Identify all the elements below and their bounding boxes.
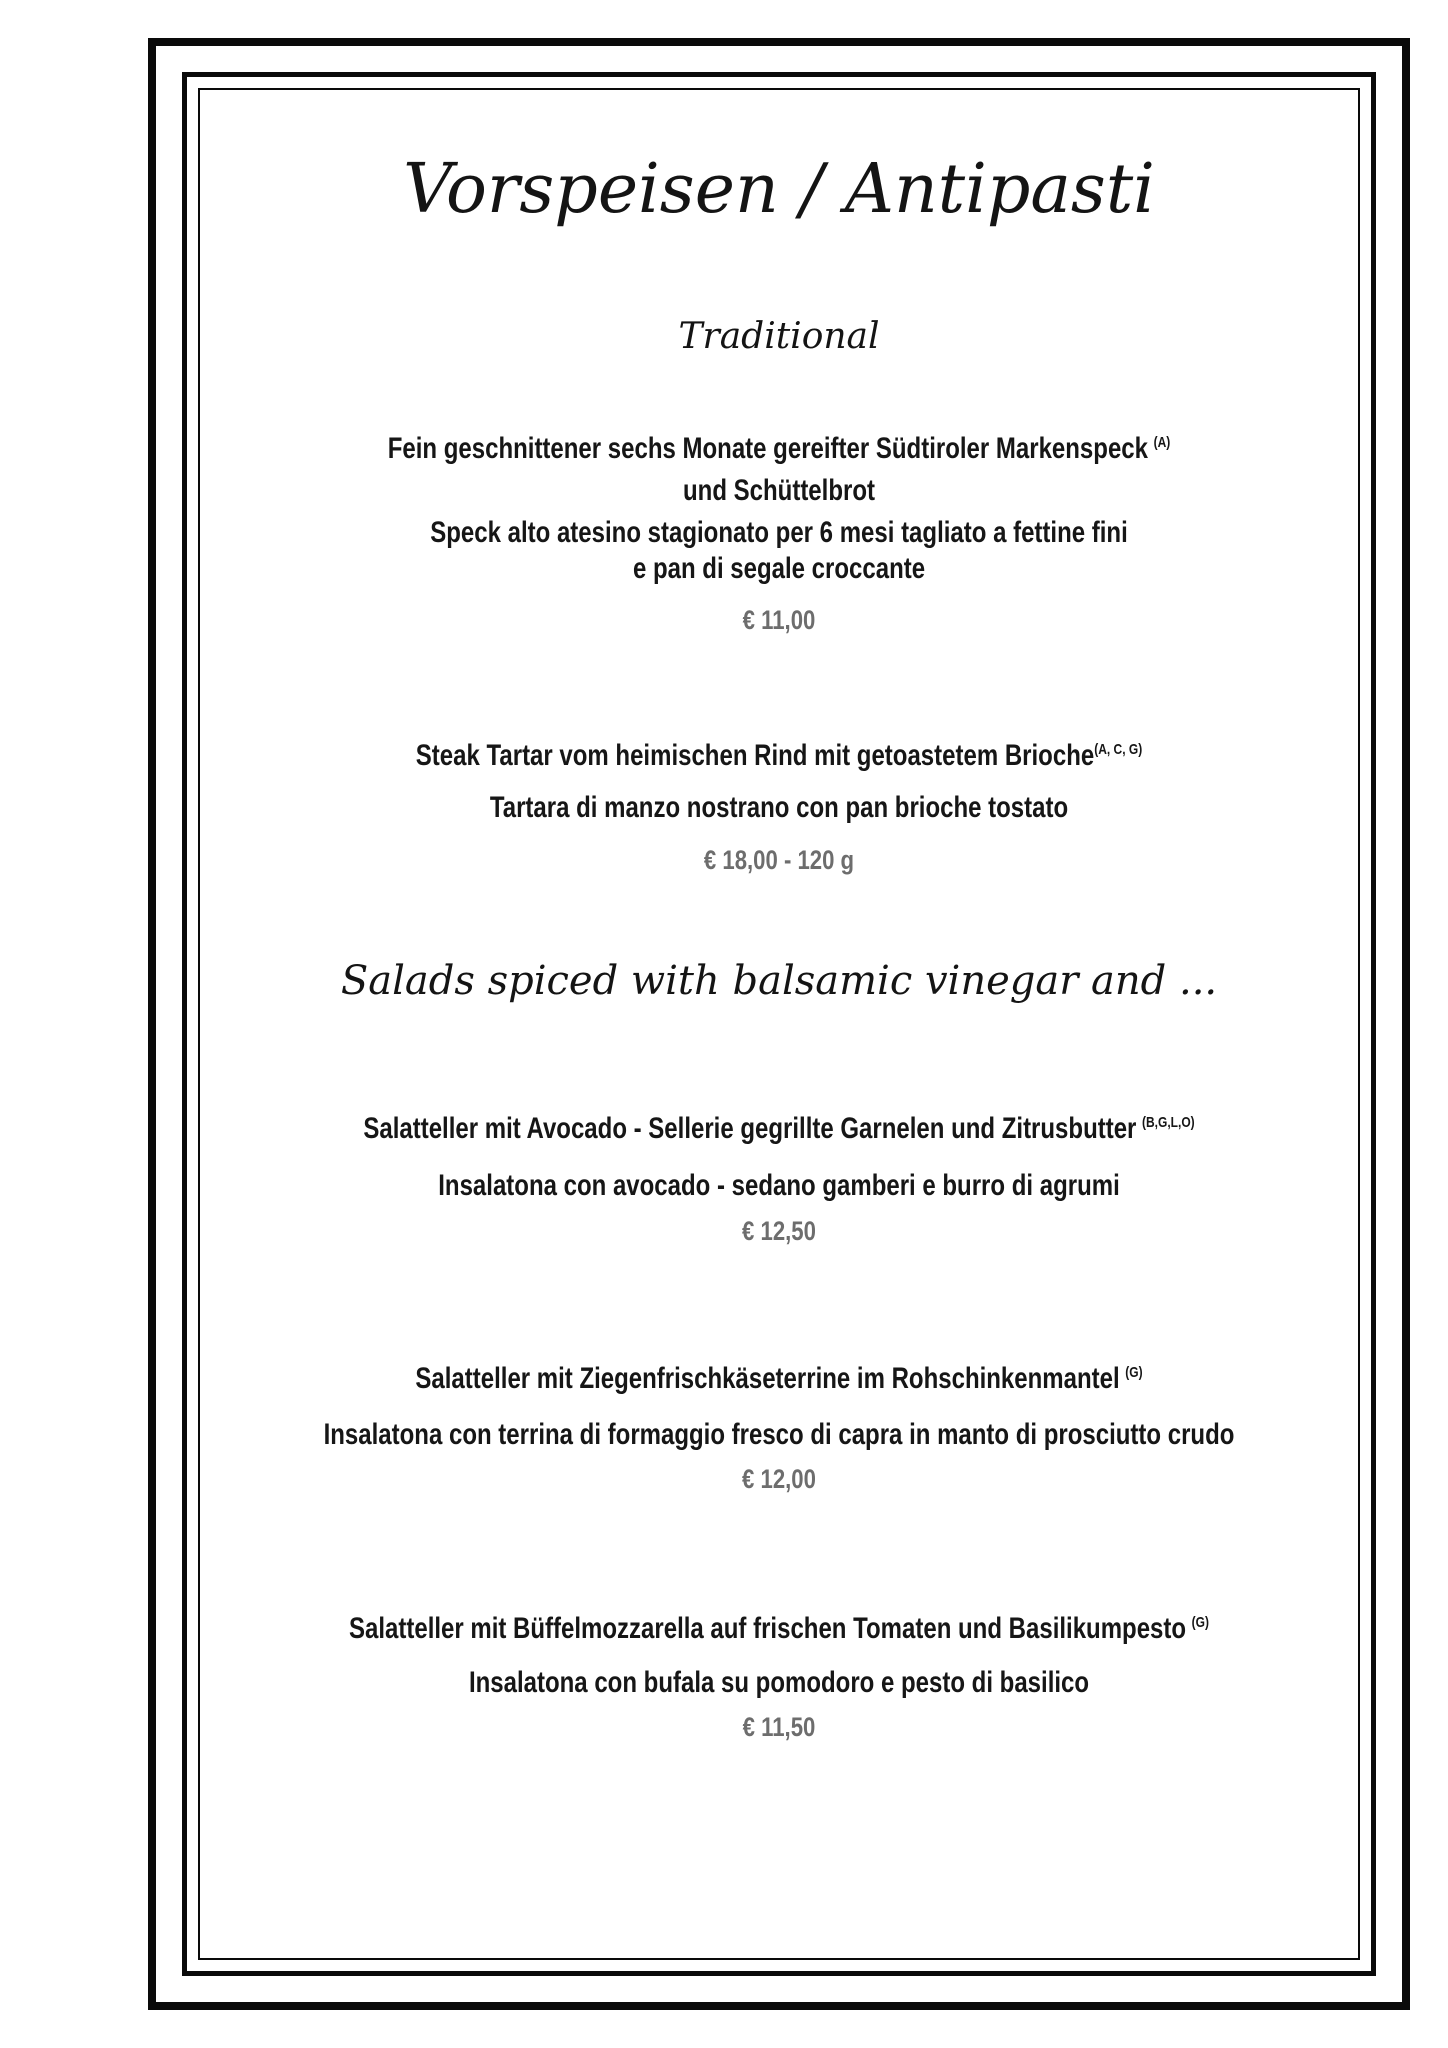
- dish-translation-line: e pan di segale croccante: [632, 552, 926, 585]
- dish-translation-line: Insalatona con bufala su pomodoro e pesto di basilico: [468, 1666, 1090, 1699]
- section-heading-traditional: Traditional: [678, 316, 880, 357]
- dish-name-line: [316, 737, 1242, 779]
- allergen-superscript: (G): [1125, 1364, 1143, 1381]
- dish-price: € 18,00 - 120 g: [703, 845, 855, 875]
- dish-price: € 11,00: [742, 605, 816, 635]
- allergen-superscript: (A, C, G): [1094, 741, 1143, 758]
- dish-item-goat-cheese-salad: [200, 1360, 1358, 1494]
- dish-name-text: Salatteller mit Ziegenfrischkäseterrine im Rohschinkenmantel: [415, 1362, 1120, 1395]
- page-title: Vorspeisen / Antipasti: [403, 150, 1155, 229]
- dish-price: € 12,00: [742, 1464, 816, 1494]
- dish-name-text: Salatteller mit Büffelmozzarella auf frischen Tomaten und Basilikumpesto: [348, 1612, 1187, 1645]
- dish-translation-line: Insalatona con terrina di formaggio fresco di capra in manto di prosciutto crudo: [323, 1418, 1235, 1451]
- dish-item-avocado-salad: [200, 1110, 1358, 1246]
- dish-name-text: Fein geschnittener sechs Monate gereifter Südtiroler Markenspeck: [387, 432, 1148, 465]
- dish-price: € 11,50: [742, 1712, 816, 1742]
- dish-name-line: [316, 1360, 1242, 1402]
- menu-page-frame-middle: [182, 72, 1376, 1976]
- dish-name-line: [316, 1610, 1242, 1652]
- dish-name-text: Steak Tartar vom heimischen Rind mit getoastetem Brioche: [415, 739, 1095, 772]
- dish-translation-line: Insalatona con avocado - sedano gamberi e burro di agrumi: [438, 1169, 1120, 1202]
- dish-price: € 12,50: [742, 1216, 816, 1246]
- dish-name-line: und Schüttelbrot: [683, 474, 875, 507]
- dish-item-steak-tartar: [200, 737, 1358, 875]
- dish-translation-line: Tartara di manzo nostrano con pan brioche tostato: [489, 791, 1069, 824]
- dish-name-line: [316, 1110, 1242, 1152]
- section-heading-salads: Salads spiced with balsamic vinegar and ...: [340, 958, 1218, 1004]
- allergen-superscript: (B,G,L,O): [1142, 1114, 1195, 1131]
- dish-translation-line: Speck alto atesino stagionato per 6 mesi tagliato a fettine fini: [430, 516, 1128, 549]
- dish-name-text: Salatteller mit Avocado - Sellerie gegrillte Garnelen und Zitrusbutter: [363, 1112, 1137, 1145]
- dish-name-line: [316, 430, 1242, 472]
- dish-item-buffalo-mozzarella-salad: [200, 1610, 1358, 1742]
- menu-page-frame-outer: [148, 38, 1410, 2010]
- allergen-superscript: (G): [1191, 1614, 1209, 1631]
- menu-page-frame-inner: [198, 88, 1360, 1960]
- dish-item-markenspeck: [200, 430, 1358, 635]
- allergen-superscript: (A): [1153, 434, 1171, 451]
